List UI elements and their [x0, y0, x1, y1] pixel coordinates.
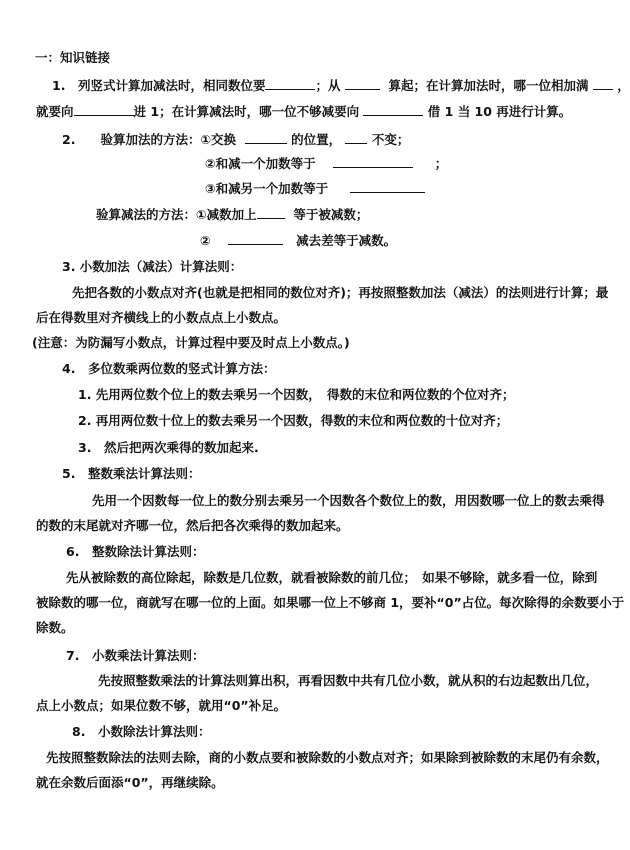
item5-paragraph-line2: 的数的末尾就对齐哪一位，然后把各次乘得的数加起来。	[36, 518, 349, 533]
item3-title: 3. 小数加法（减法）计算法则：	[62, 259, 243, 274]
fill-blank[interactable]	[345, 77, 380, 90]
item7-paragraph-line1: 先按照整数乘法的计算法则算出积，再看因数中共有几位小数，就从积的右边起数出几位，	[98, 673, 599, 688]
item4-title: 4. 多位数乘两位数的竖式计算方法：	[62, 361, 276, 376]
item8-paragraph-line2: 就在余数后面添“0”，再继续除。	[36, 775, 224, 790]
item7-title: 7. 小数乘法计算法则：	[66, 648, 205, 663]
fill-blank[interactable]	[593, 77, 613, 90]
fill-blank[interactable]	[345, 131, 367, 144]
fill-blank[interactable]	[74, 103, 134, 116]
item7-paragraph-line2: 点上小数点；如果位数不够，就用“0”补足。	[36, 698, 287, 713]
fill-blank[interactable]	[363, 103, 423, 116]
item3-note: (注意：为防漏写小数点，计算过程中要及时点上小数点。)	[32, 335, 350, 350]
item2-text-b2: ；	[434, 156, 448, 171]
item1-line1	[52, 77, 630, 94]
item1-text-g: 借 1 当 10 再进行计算。	[427, 104, 572, 119]
item3-paragraph-line2: 后在得数里对齐横线上的小数点点上小数点。	[36, 310, 287, 325]
item3-paragraph-line1: 先把各数的小数点对齐(也就是把相同的数位对齐)；再按照整数加法（减法）的法则进行计算；最	[72, 285, 609, 300]
item1-text-c: 算起；在计算加法时，哪一位相加满	[388, 78, 589, 93]
section-heading: 一：知识链接	[35, 50, 111, 65]
item1-text-a: 1. 列竖式计算加减法时，相同数位要	[52, 78, 266, 93]
item2-line-e	[200, 232, 396, 249]
item4-step3: 3. 然后把两次乘得的数加起来.	[78, 440, 259, 455]
fill-blank[interactable]	[333, 155, 413, 168]
item2-line-a	[62, 131, 409, 148]
item2-line-b	[205, 155, 447, 172]
item1-text-f: 进 1；在计算减法时，哪一位不够减要向	[133, 104, 360, 119]
item2-text-c1: ③和减另一个加数等于	[205, 181, 329, 196]
item1-text-e: 就要向	[36, 104, 74, 119]
item2-text-a1: 2. 验算加法的方法：①交换	[62, 132, 237, 147]
item6-title: 6. 整数除法计算法则：	[66, 544, 205, 559]
item2-line-d	[96, 206, 368, 223]
item2-text-d2: 等于被减数；	[293, 207, 369, 222]
item2-text-d1: 验算减法的方法：①减数加上	[96, 207, 257, 222]
item8-title: 8. 小数除法计算法则：	[72, 724, 211, 739]
item2-text-b1: ②和减一个加数等于	[205, 156, 316, 171]
item1-line2	[36, 103, 571, 120]
item2-text-e1: ②	[200, 233, 211, 248]
item4-step2: 2. 再用两位数十位上的数去乘另一个因数，得数的末位和两位数的十位对齐；	[78, 413, 509, 428]
item6-paragraph-line1: 先从被除数的高位除起，除数是几位数，就看被除数的前几位； 如果不够除，就多看一位，除到	[66, 570, 598, 585]
item6-paragraph-line3: 除数。	[36, 620, 74, 635]
item4-step1: 1. 先用两位数个位上的数去乘另一个因数， 得数的末位和两位数的个位对齐；	[78, 387, 515, 402]
fill-blank[interactable]	[228, 232, 283, 245]
fill-blank[interactable]	[350, 180, 425, 193]
item1-text-d: ，	[617, 78, 630, 93]
fill-blank[interactable]	[265, 77, 315, 90]
item5-title: 5. 整数乘法计算法则：	[62, 466, 201, 481]
item6-paragraph-line2: 被除数的哪一位，商就写在哪一位的上面。如果哪一位上不够商 1，要补“0”占位。每次除得的余数要小于	[36, 595, 625, 610]
item2-text-e2: 减去差等于减数。	[296, 233, 397, 248]
fill-blank[interactable]	[245, 131, 287, 144]
item5-paragraph-line1: 先用一个因数每一位上的数分别去乘另一个因数各个数位上的数，用因数哪一位上的数去乘得	[92, 493, 605, 508]
fill-blank[interactable]	[257, 206, 285, 219]
item2-text-a2: 的位置，	[291, 132, 342, 147]
item8-paragraph-line1: 先按照整数除法的法则去除，商的小数点要和被除数的小数点对齐；如果除到被除数的末尾仍有余数，	[46, 750, 609, 765]
item2-line-c	[205, 180, 425, 197]
item1-text-b: ；从	[315, 78, 341, 93]
item2-text-a3: 不变；	[371, 132, 410, 147]
